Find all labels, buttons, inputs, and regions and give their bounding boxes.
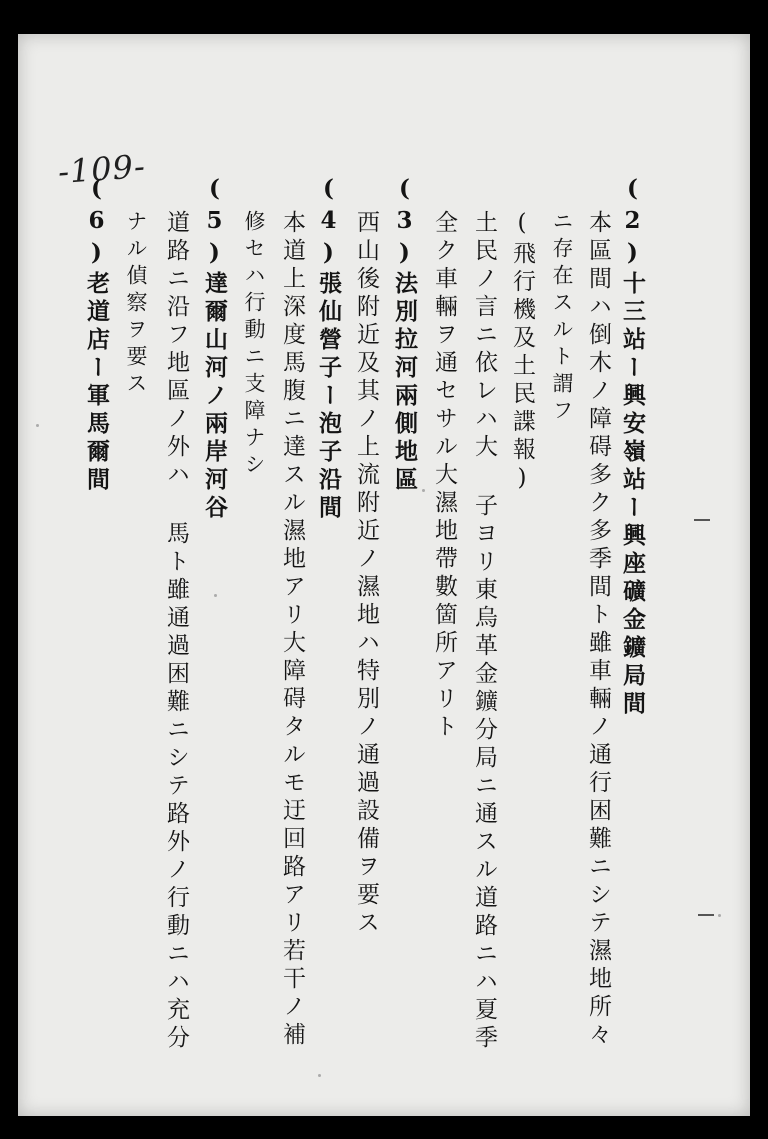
- body-line: 西山後附近及其ノ上流附近ノ濕地ハ特別ノ通過設備ヲ要ス: [353, 210, 379, 938]
- body-line: 修セハ行動ニ支障ナシ: [242, 210, 266, 480]
- section-heading-3: (3)法別拉河兩側地區: [391, 175, 418, 495]
- source-note: (飛行機及土民諜報): [509, 210, 535, 496]
- section-heading-6: (6)老道店ー軍馬爾間: [83, 175, 110, 495]
- body-line: 土民ノ言ニ依レハ大 子ヨリ東烏革金鑛分局ニ通スル道路ニハ夏季: [471, 210, 497, 1053]
- margin-mark: [698, 914, 714, 916]
- section-heading-2: (2)十三站ー興安嶺站ー興座礦金鑛局間: [619, 175, 646, 719]
- section-heading-5: (5)達爾山河ノ兩岸河谷: [201, 175, 228, 523]
- body-line: 本區間ハ倒木ノ障碍多ク多季間ト雖車輛ノ通行困難ニシテ濕地所々: [585, 210, 611, 1050]
- body-line: ナル偵察ヲ要ス: [124, 210, 148, 399]
- body-line: 本道上深度馬腹ニ達スル濕地アリ大障碍タルモ迂回路アリ若干ノ補: [279, 210, 305, 1050]
- body-line: 道路ニ沿フ地區ノ外ハ 馬ト雖通過困難ニシテ路外ノ行動ニハ充分: [163, 210, 189, 1053]
- paper-speck: [214, 594, 217, 597]
- page-number: -109-: [56, 146, 147, 192]
- margin-mark: [694, 519, 710, 521]
- paper-speck: [318, 1074, 321, 1077]
- paper-speck: [718, 914, 721, 917]
- paper-speck: [422, 489, 425, 492]
- body-line: ニ存在スルト謂フ: [550, 210, 574, 426]
- body-line: 全ク車輛ヲ通セサル大濕地帶數箇所アリト: [431, 210, 457, 742]
- paper-speck: [36, 424, 39, 427]
- section-heading-4: (4)張仙營子ー泡子沿間: [315, 175, 342, 523]
